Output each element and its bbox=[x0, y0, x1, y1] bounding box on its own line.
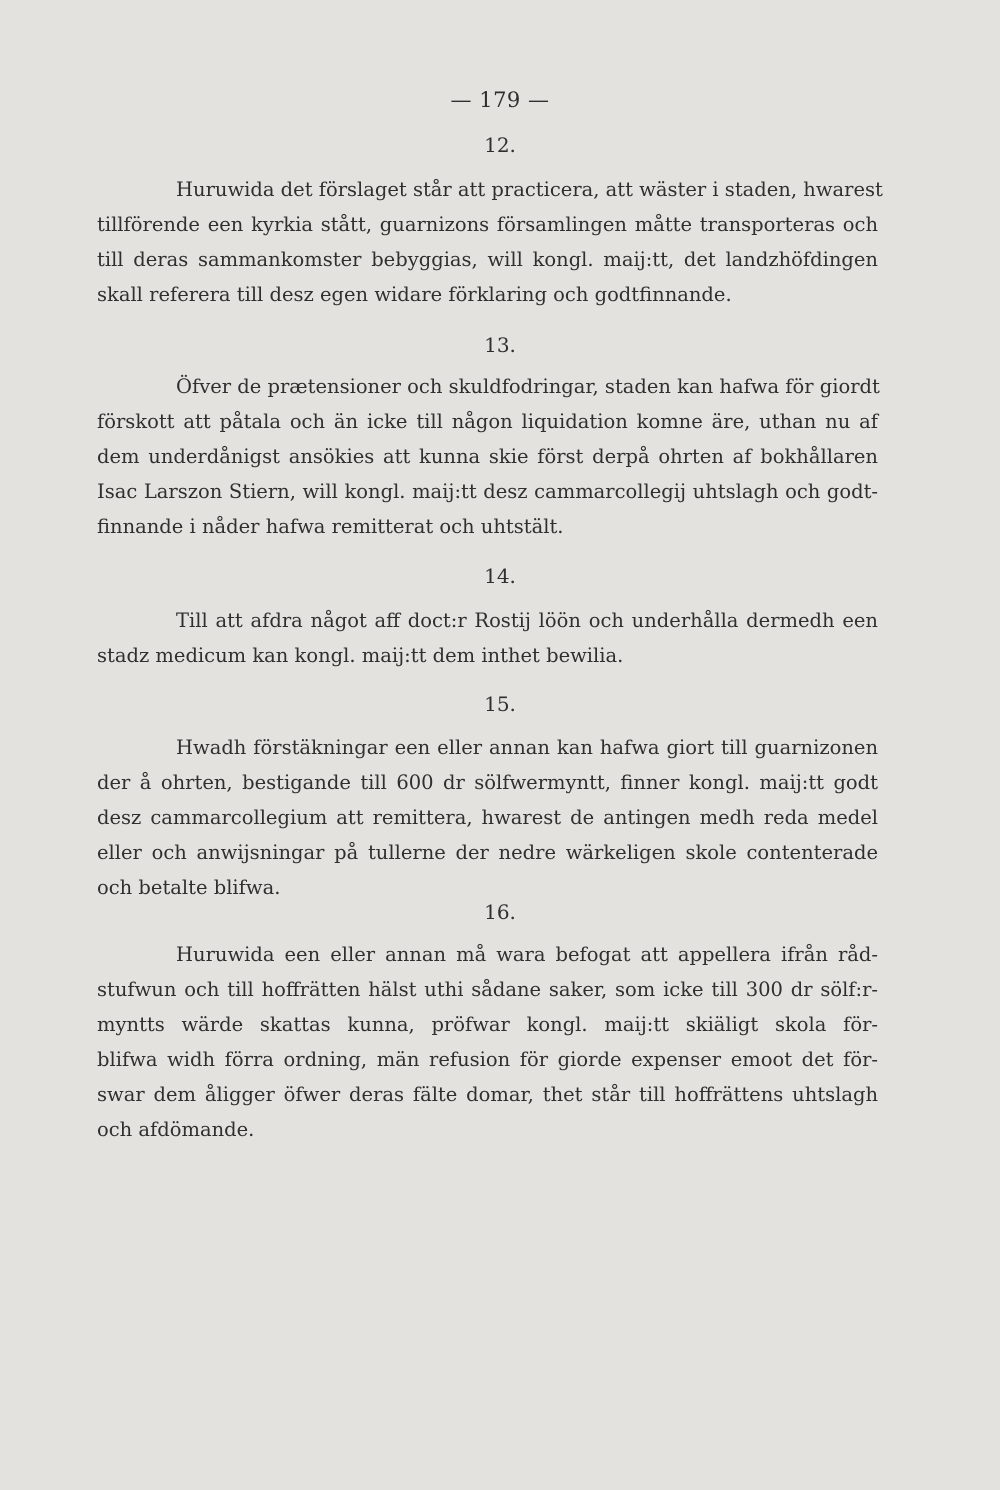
section-number-13: 13. bbox=[484, 333, 516, 357]
text-line: eller och anwijsningar på tullerne der nedre wärkeligen skole contenterade bbox=[97, 841, 878, 864]
section-number-12: 12. bbox=[484, 133, 516, 157]
text-line: myntts wärde skattas kunna, pröfwar kongl. maij:tt skiäligt skola för- bbox=[97, 1013, 878, 1036]
text-line: Till att afdra något aff doct:r Rostij löön och underhålla dermedh een bbox=[176, 609, 878, 632]
section-number-14: 14. bbox=[484, 564, 516, 588]
text-line: Huruwida det förslaget står att practicera, att wäster i staden, hwarest bbox=[176, 178, 883, 201]
section-number-15: 15. bbox=[484, 692, 516, 716]
text-line: finnande i nåder hafwa remitterat och uhtstält. bbox=[97, 515, 564, 538]
text-line: och betalte blifwa. bbox=[97, 876, 281, 899]
text-line: stadz medicum kan kongl. maij:tt dem inthet bewilia. bbox=[97, 644, 624, 667]
page-number: — 179 — bbox=[450, 88, 550, 112]
section-number-16: 16. bbox=[484, 900, 516, 924]
section-12-text bbox=[97, 172, 883, 312]
text-line: blifwa widh förra ordning, män refusion för giorde expenser emoot det för- bbox=[97, 1048, 878, 1071]
text-line: Huruwida een eller annan må wara befogat att appellera ifrån råd- bbox=[176, 943, 878, 966]
section-13-text bbox=[97, 369, 878, 544]
text-line: Isac Larszon Stiern, will kongl. maij:tt desz cammarcollegij uhtslagh och godt- bbox=[97, 480, 878, 503]
text-line: swar dem åligger öfwer deras fälte domar, thet står till hoffrättens uhtslagh bbox=[97, 1083, 878, 1106]
text-line: tillförende een kyrkia stått, guarnizons församlingen måtte transporteras och bbox=[97, 213, 878, 236]
text-line: Hwadh förstäkningar een eller annan kan hafwa giort till guarnizonen bbox=[176, 736, 878, 759]
text-line: dem underdånigst ansökies att kunna skie först derpå ohrten af bokhållaren bbox=[97, 445, 878, 468]
text-line: desz cammarcollegium att remittera, hwarest de antingen medh reda medel bbox=[97, 806, 878, 829]
text-line: stufwun och till hoffrätten hälst uthi sådane saker, som icke till 300 dr sölf:r- bbox=[97, 978, 878, 1001]
text-line: till deras sammankomster bebyggias, will kongl. maij:tt, det landzhöfdingen bbox=[97, 248, 878, 271]
text-line: Öfver de prætensioner och skuldfodringar, staden kan hafwa för giordt bbox=[176, 375, 880, 398]
text-line: der å ohrten, bestigande till 600 dr sölfwermyntt, finner kongl. maij:tt godt bbox=[97, 771, 878, 794]
text-line: och afdömande. bbox=[97, 1118, 255, 1141]
section-14-text bbox=[97, 603, 878, 673]
text-line: skall referera till desz egen widare förklaring och godtfinnande. bbox=[97, 283, 732, 306]
text-line: förskott att påtala och än icke till någon liquidation komne äre, uthan nu af bbox=[97, 410, 878, 433]
section-16-text bbox=[97, 937, 878, 1147]
section-15-text bbox=[97, 730, 878, 905]
